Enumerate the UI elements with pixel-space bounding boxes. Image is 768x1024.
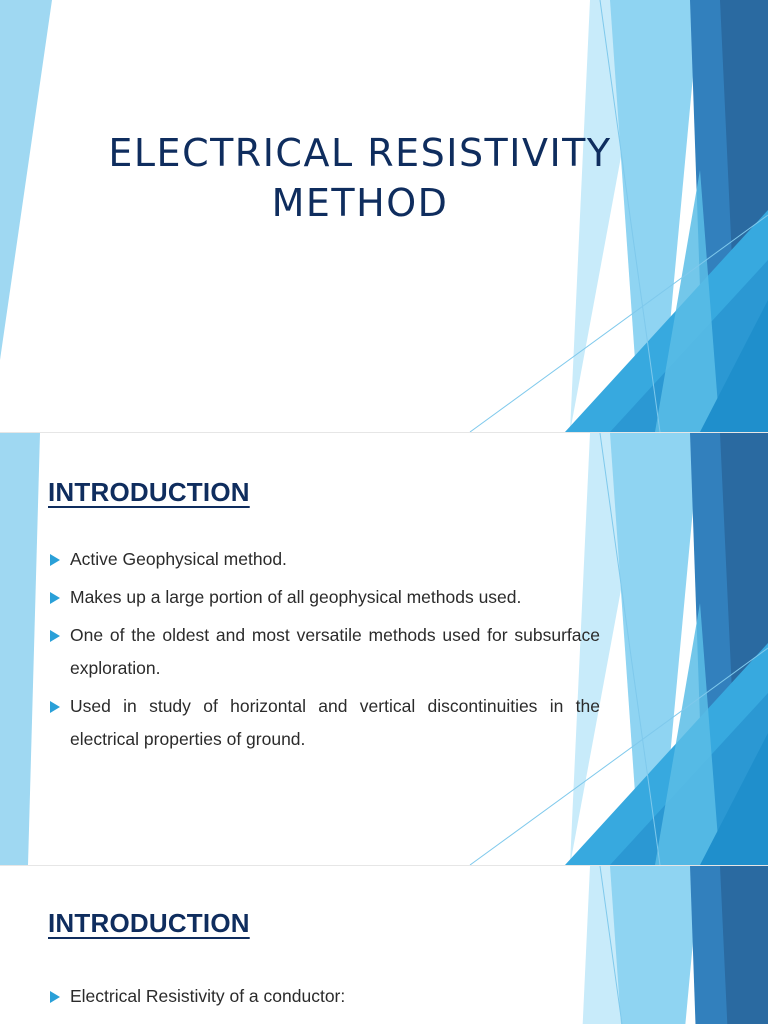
title-line-1: ELECTRICAL RESISTIVITY: [108, 131, 612, 175]
section-heading: INTRODUCTION: [48, 477, 250, 507]
bullet-arrow-icon: [50, 991, 60, 1003]
bullet-arrow-icon: [50, 630, 60, 642]
bullet-text: Makes up a large portion of all geophysical methods used.: [70, 587, 522, 607]
bullet-text: Used in study of horizontal and vertical discontinuities in the electrical properties of ground.: [70, 696, 600, 749]
bullet-arrow-icon: [50, 592, 60, 604]
bullet-list: [48, 543, 600, 761]
bullet-item: [48, 690, 600, 756]
bullet-item: [48, 980, 600, 1013]
bullet-text: Active Geophysical method.: [70, 549, 287, 569]
bullet-item: [48, 619, 600, 685]
bullet-item: [48, 581, 600, 614]
bullet-item: [48, 543, 600, 576]
bullet-arrow-icon: [50, 554, 60, 566]
bullet-list: [48, 980, 600, 1018]
bullet-arrow-icon: [50, 701, 60, 713]
slide-introduction-1: [0, 433, 768, 865]
bullet-text: Electrical Resistivity of a conductor:: [70, 986, 346, 1006]
title-line-2: METHOD: [271, 181, 449, 225]
slide-introduction-2: [0, 866, 768, 1024]
section-heading: INTRODUCTION: [48, 908, 250, 938]
slide-title-text: [100, 128, 620, 228]
bullet-text: One of the oldest and most versatile methods used for subsurface exploration.: [70, 625, 600, 678]
slide-title: [0, 0, 768, 432]
